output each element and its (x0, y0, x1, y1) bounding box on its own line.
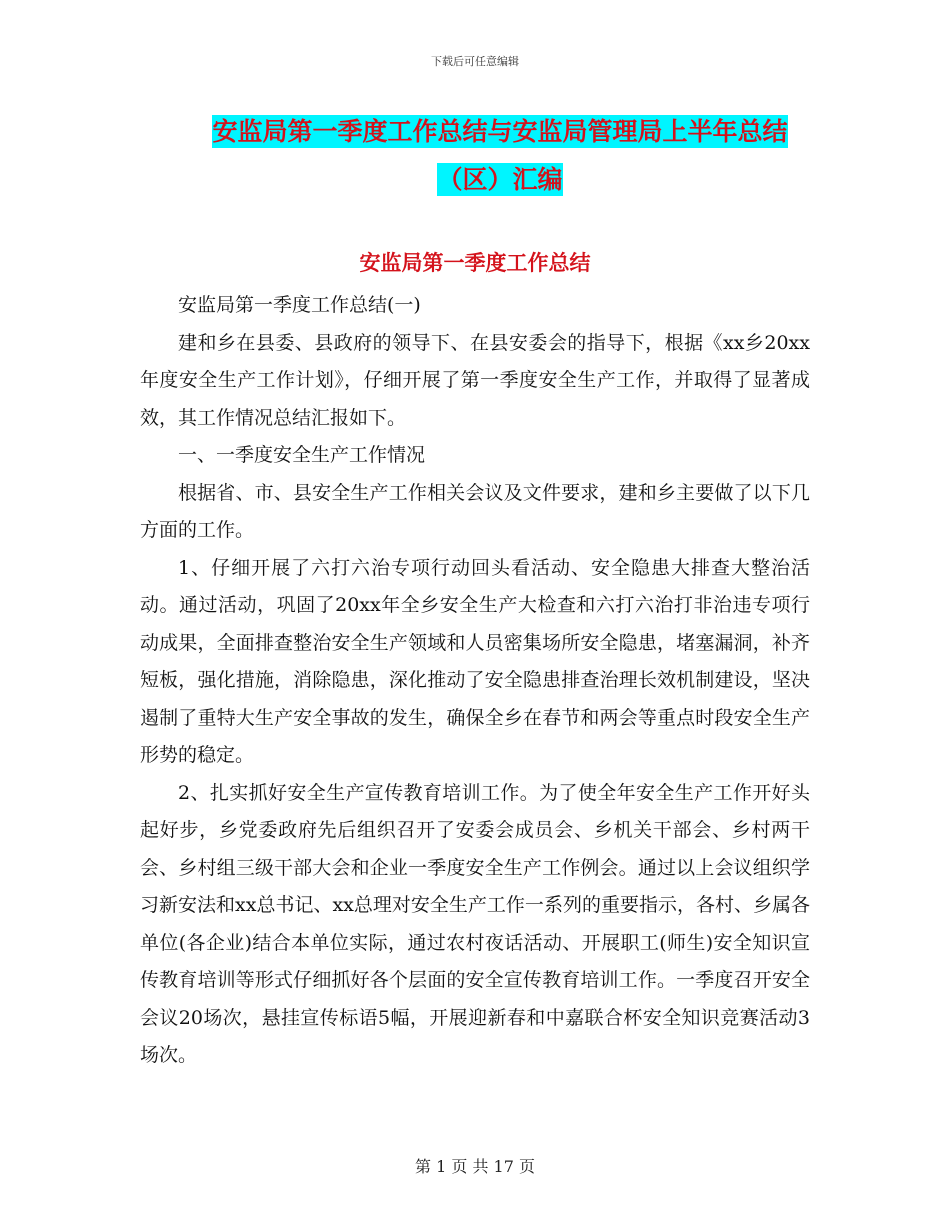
paragraph-item-2: 2、扎实抓好安全生产宣传教育培训工作。为了使全年安全生产工作开好头起好步，乡党委政府先后组织召开了安委会成员会、乡机关干部会、乡村两干会、乡村组三级干部大会和企业一季度安全生产工作例会。通过以上会议组织学习新安法和xx总书记、xx总理对安全生产工作一系列的重要指示，各村、乡属各单位(各企业)结合本单位实际，通过农村夜话活动、开展职工(师生)安全知识宣传教育培训等形式仔细抓好各个层面的安全宣传教育培训工作。一季度召开安全会议20场次，悬挂宣传标语5幅，开展迎新春和中嘉联合杯安全知识竞赛活动3场次。 (140, 781, 810, 1066)
paragraph-intro: 建和乡在县委、县政府的领导下、在县安委会的指导下，根据《xx乡20xx年度安全生产工作计划》，仔细开展了第一季度安全生产工作，并取得了显著成效，其工作情况总结汇报如下。 (140, 331, 810, 429)
paragraph-subtitle: 安监局第一季度工作总结(一) (178, 294, 421, 316)
paragraph-item-1: 1、仔细开展了六打六治专项行动回头看活动、安全隐患大排查大整治活动。通过活动，巩固了20xx年全乡安全生产大检查和六打六治打非治违专项行动成果，全面排查整治安全生产领域和人员密集场所安全隐患，堵塞漏洞，补齐短板，强化措施，消除隐患，深化推动了安全隐患排查治理长效机制建设，坚决遏制了重特大生产安全事故的发生，确保全乡在春节和两会等重点时段安全生产形势的稳定。 (140, 556, 810, 766)
section-title: 安监局第一季度工作总结 (359, 251, 591, 275)
page-number: 第 1 页 共 17 页 (415, 1157, 535, 1176)
document-body (140, 287, 810, 1075)
document-title-line-1: 安监局第一季度工作总结与安监局管理局上半年总结 (212, 117, 788, 146)
page-header-note: 下载后可任意编辑 (431, 55, 519, 68)
document-title (150, 108, 850, 204)
paragraph-overview: 根据省、市、县安全生产工作相关会议及文件要求，建和乡主要做了以下几方面的工作。 (140, 481, 810, 541)
paragraph-heading-1: 一、一季度安全生产工作情况 (178, 444, 426, 466)
document-title-line-2: （区）汇编 (437, 165, 563, 194)
